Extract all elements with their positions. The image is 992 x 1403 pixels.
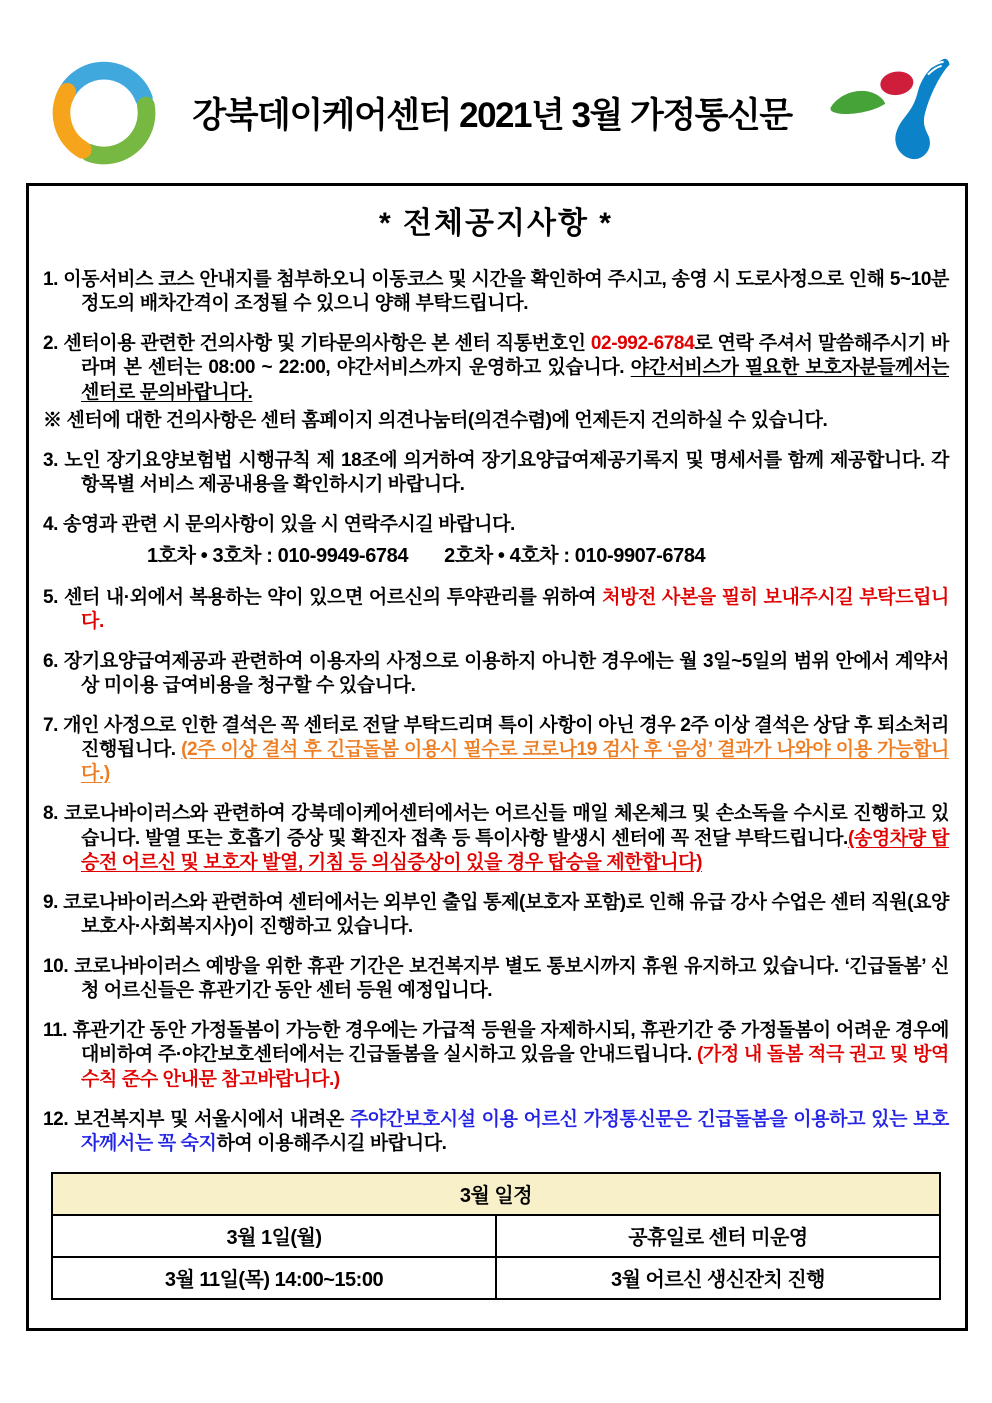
schedule-cell: 3월 어르신 생신잔치 진행 bbox=[496, 1257, 940, 1299]
notice-item bbox=[43, 1108, 949, 1156]
schedule-header-row bbox=[52, 1173, 940, 1215]
notice-item-text: (가정 내 돌봄 적극 권고 및 방역수칙 준수 안내문 참고바랍니다.) bbox=[81, 1044, 950, 1090]
notice-item-number: 7. bbox=[43, 715, 64, 737]
tri-color-swirl-logo-icon bbox=[40, 54, 168, 172]
schedule-row bbox=[52, 1215, 940, 1257]
notice-item-number: 8. bbox=[43, 803, 64, 825]
notice-item bbox=[43, 513, 949, 570]
notice-item-text: 주야간보호시설 이용 어르신 가정통신문은 긴급돌봄을 이용하고 있는 보호자께서는 꼭 숙지 bbox=[81, 1108, 950, 1154]
notice-item-subline: 1호차 • 3호차 : 010-9949-6784 2호차 • 4호차 : 010-9907-6784 bbox=[147, 545, 706, 568]
notice-item-text: 센터 내·외에서 복용하는 약이 있으면 어르신의 투약관리를 위하여 bbox=[63, 586, 603, 608]
notice-item-text: 02-992-6784 bbox=[590, 333, 695, 355]
notice-item bbox=[43, 650, 949, 698]
notice-item-number: 12. bbox=[43, 1108, 75, 1130]
notice-item bbox=[43, 955, 949, 1003]
schedule-cell: 3월 11일(목) 14:00~15:00 bbox=[52, 1257, 496, 1299]
notice-item bbox=[43, 802, 949, 874]
notice-item-text: (송영차량 탑승전 어르신 및 보호자 발열, 기침 등 의심증상이 있을 경우 탑승을 제한합니다) bbox=[81, 827, 949, 873]
notice-item-text: 하여 이용해주시길 바랍니다. bbox=[216, 1132, 447, 1154]
schedule-cell: 3월 1일(월) bbox=[52, 1215, 496, 1257]
notice-item-text: 로 연락 주셔서 말씀해주시기 바라며 본 센터는 08:00 ~ 22:00, 야간서비스까지 운영하고 있습니다. bbox=[81, 333, 949, 379]
notice-title: * 전체공지사항 * bbox=[379, 207, 613, 240]
notice-item-text: 노인 장기요양보험법 시행규칙 제 18조에 의거하여 장기요양급여제공기록지 및 명세서를 함께 제공합니다. 각 항목별 서비스 제공내용을 확인하시기 바랍니다. bbox=[64, 449, 949, 495]
notice-box bbox=[26, 183, 968, 1331]
header bbox=[0, 0, 992, 174]
notice-item bbox=[43, 332, 949, 404]
notice-list bbox=[43, 268, 949, 1156]
notice-item-number: 1. bbox=[43, 269, 64, 290]
notice-item bbox=[43, 449, 949, 497]
seoul-emblem-icon bbox=[816, 57, 966, 169]
schedule-body bbox=[52, 1215, 940, 1299]
notice-item-text: 센터이용 관련한 건의사항 및 기타문의사항은 본 센터 직통번호인 bbox=[63, 333, 591, 355]
schedule-table bbox=[51, 1172, 941, 1300]
notice-item bbox=[43, 586, 949, 634]
notice-item-text: 처방전 사본을 필히 보내주시길 부탁드립니다. bbox=[81, 586, 949, 632]
notice-item-text: 센터에 대한 건의사항은 센터 홈페이지 의견나눔터(의견수렴)에 언제든지 건의하실 수 있습니다. bbox=[66, 409, 828, 431]
notice-item-number: 10. bbox=[43, 956, 75, 978]
notice-item-text: 코로나바이러스 예방을 위한 휴관 기간은 보건복지부 별도 통보시까지 휴원 유지하고 있습니다. ‘긴급돌봄’ 신청 어르신들은 휴관기간 동안 센터 등원 예정입니다. bbox=[74, 956, 949, 1002]
notice-item-number: 11. bbox=[43, 1020, 73, 1042]
notice-item-number: 9. bbox=[43, 891, 64, 913]
notice-item-text: 코로나바이러스와 관련하여 센터에서는 외부인 출입 통제(보호자 포함)로 인해 유급 강사 수업은 센터 직원(요양보호사·사회복지사)이 진행하고 있습니다. bbox=[63, 891, 949, 937]
notice-item-text: 야간서비스가 필요한 보호자분들께서는 센터로 문의바랍니다. bbox=[81, 357, 949, 403]
notice-item-number: 3. bbox=[43, 449, 65, 471]
notice-item bbox=[43, 409, 949, 433]
notice-item-text: 개인 사정으로 인한 결석은 꼭 센터로 전달 부탁드리며 특이 사항이 아닌 경우 2주 이상 결석은 상담 후 퇴소처리 진행됩니다. bbox=[63, 715, 949, 761]
notice-item-number: 5. bbox=[43, 586, 64, 608]
notice-item-number: 6. bbox=[43, 650, 64, 672]
notice-item-text: 휴관기간 동안 가정돌봄이 가능한 경우에는 가급적 등원을 자제하시되, 휴관기간 중 가정돌봄이 어려운 경우에 대비하여 주·야간보호센터에서는 긴급돌봄을 실시하고 있음을 안내드립니다. bbox=[72, 1020, 950, 1066]
notice-item-text: 이동서비스 코스 안내지를 첨부하오니 이동코스 및 시간을 확인하여 주시고, 송영 시 도로사정으로 인해 5~10분정도의 배차간격이 조정될 수 있으니 양해 부탁드립니다. bbox=[63, 269, 949, 315]
notice-item bbox=[43, 891, 949, 939]
notice-item bbox=[43, 268, 949, 316]
notice-item-text: 장기요양급여제공과 관련하여 이용자의 사정으로 이용하지 아니한 경우에는 월 3일~5일의 범위 안에서 계약서상 미이용 급여비용을 청구할 수 있습니다. bbox=[63, 650, 949, 696]
notice-item bbox=[43, 714, 949, 786]
notice-item-text: 보건복지부 및 서울시에서 내려온 bbox=[74, 1108, 350, 1130]
page-title: 강북데이케어센터 2021년 3월 가정통신문 bbox=[192, 96, 792, 135]
schedule-row bbox=[52, 1257, 940, 1299]
notice-item-text: 송영과 관련 시 문의사항이 있을 시 연락주시길 바랍니다. bbox=[62, 514, 515, 535]
schedule-header-cell: 3월 일정 bbox=[52, 1173, 940, 1215]
notice-item-number: 4. bbox=[43, 514, 63, 535]
notice-item-number: ※ bbox=[43, 409, 67, 431]
notice-item-number: 2. bbox=[43, 333, 64, 355]
notice-item bbox=[43, 1019, 949, 1091]
notice-item-text: 코로나바이러스와 관련하여 강북데이케어센터에서는 어르신들 매일 체온체크 및 손소독을 수시로 진행하고 있습니다. 발열 또는 호흡기 증상 및 확진자 접촉 등 특이사항 발생시 센터에 꼭 전달 부탁드립니다. bbox=[63, 803, 949, 849]
notice-item-text: (2주 이상 결석 후 긴급돌봄 이용시 필수로 코로나19 검사 후 ‘음성’ 결과가 나와야 이용 가능합니다.) bbox=[81, 739, 949, 785]
schedule-cell: 공휴일로 센터 미운영 bbox=[496, 1215, 940, 1257]
